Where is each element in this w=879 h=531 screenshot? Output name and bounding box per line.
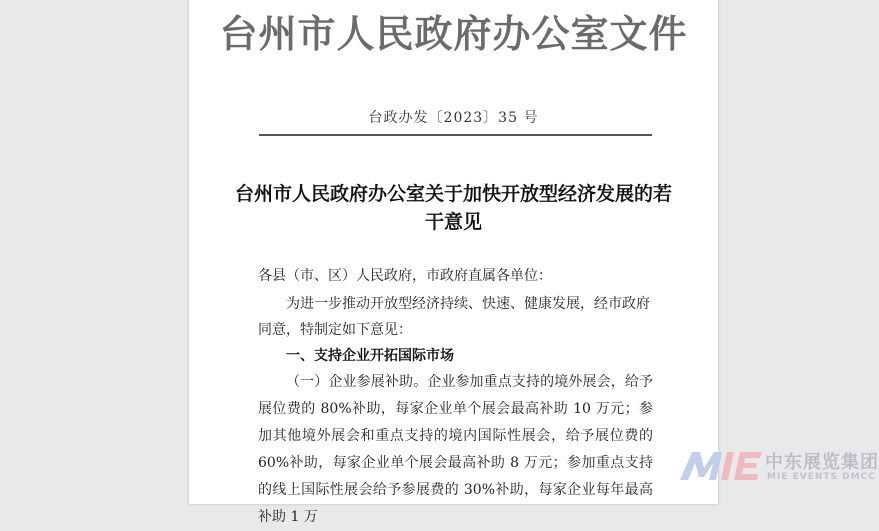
brand-name-en: MIE EVENTS DMCC	[767, 472, 876, 482]
header-divider	[259, 134, 652, 136]
document-number: 台政办发〔2023〕35 号	[368, 110, 539, 126]
salutation: 各县（市、区）人民政府，市政府直属各单位：	[258, 268, 552, 284]
document-page	[189, 0, 718, 525]
mie-logo-icon	[678, 446, 764, 482]
document-title: 台州市人民政府办公室关于加快开放型经济发展的若干意见	[234, 183, 672, 233]
brand-watermark	[678, 446, 879, 488]
logo-letter-m	[680, 452, 722, 480]
brand-name-cn: 中东展览集团	[765, 452, 879, 473]
logo-letter-i	[721, 452, 734, 480]
body-paragraph: （一）企业参展补助。企业参加重点支持的境外展会，给予展位费的 80%补助，每家企业单个展会最高补助 10 万元；参加其他境外展会和重点支持的境内国际性展会，给予展位费的 60%补助，每家企业单个展会最高补助 8 万元；参加重点支持的线上国际性展会给予参展费的 30%补助，每家企业每年最高补助 1 万	[258, 374, 653, 525]
intro-paragraph: 为进一步推动开放型经济持续、快速、健康发展，经市政府同意，特制定如下意见：	[258, 296, 650, 338]
logo-letter-e	[734, 452, 762, 480]
section-heading: 一、支持企业开拓国际市场	[286, 348, 454, 364]
document-header: 台州市人民政府办公室文件	[219, 11, 688, 56]
